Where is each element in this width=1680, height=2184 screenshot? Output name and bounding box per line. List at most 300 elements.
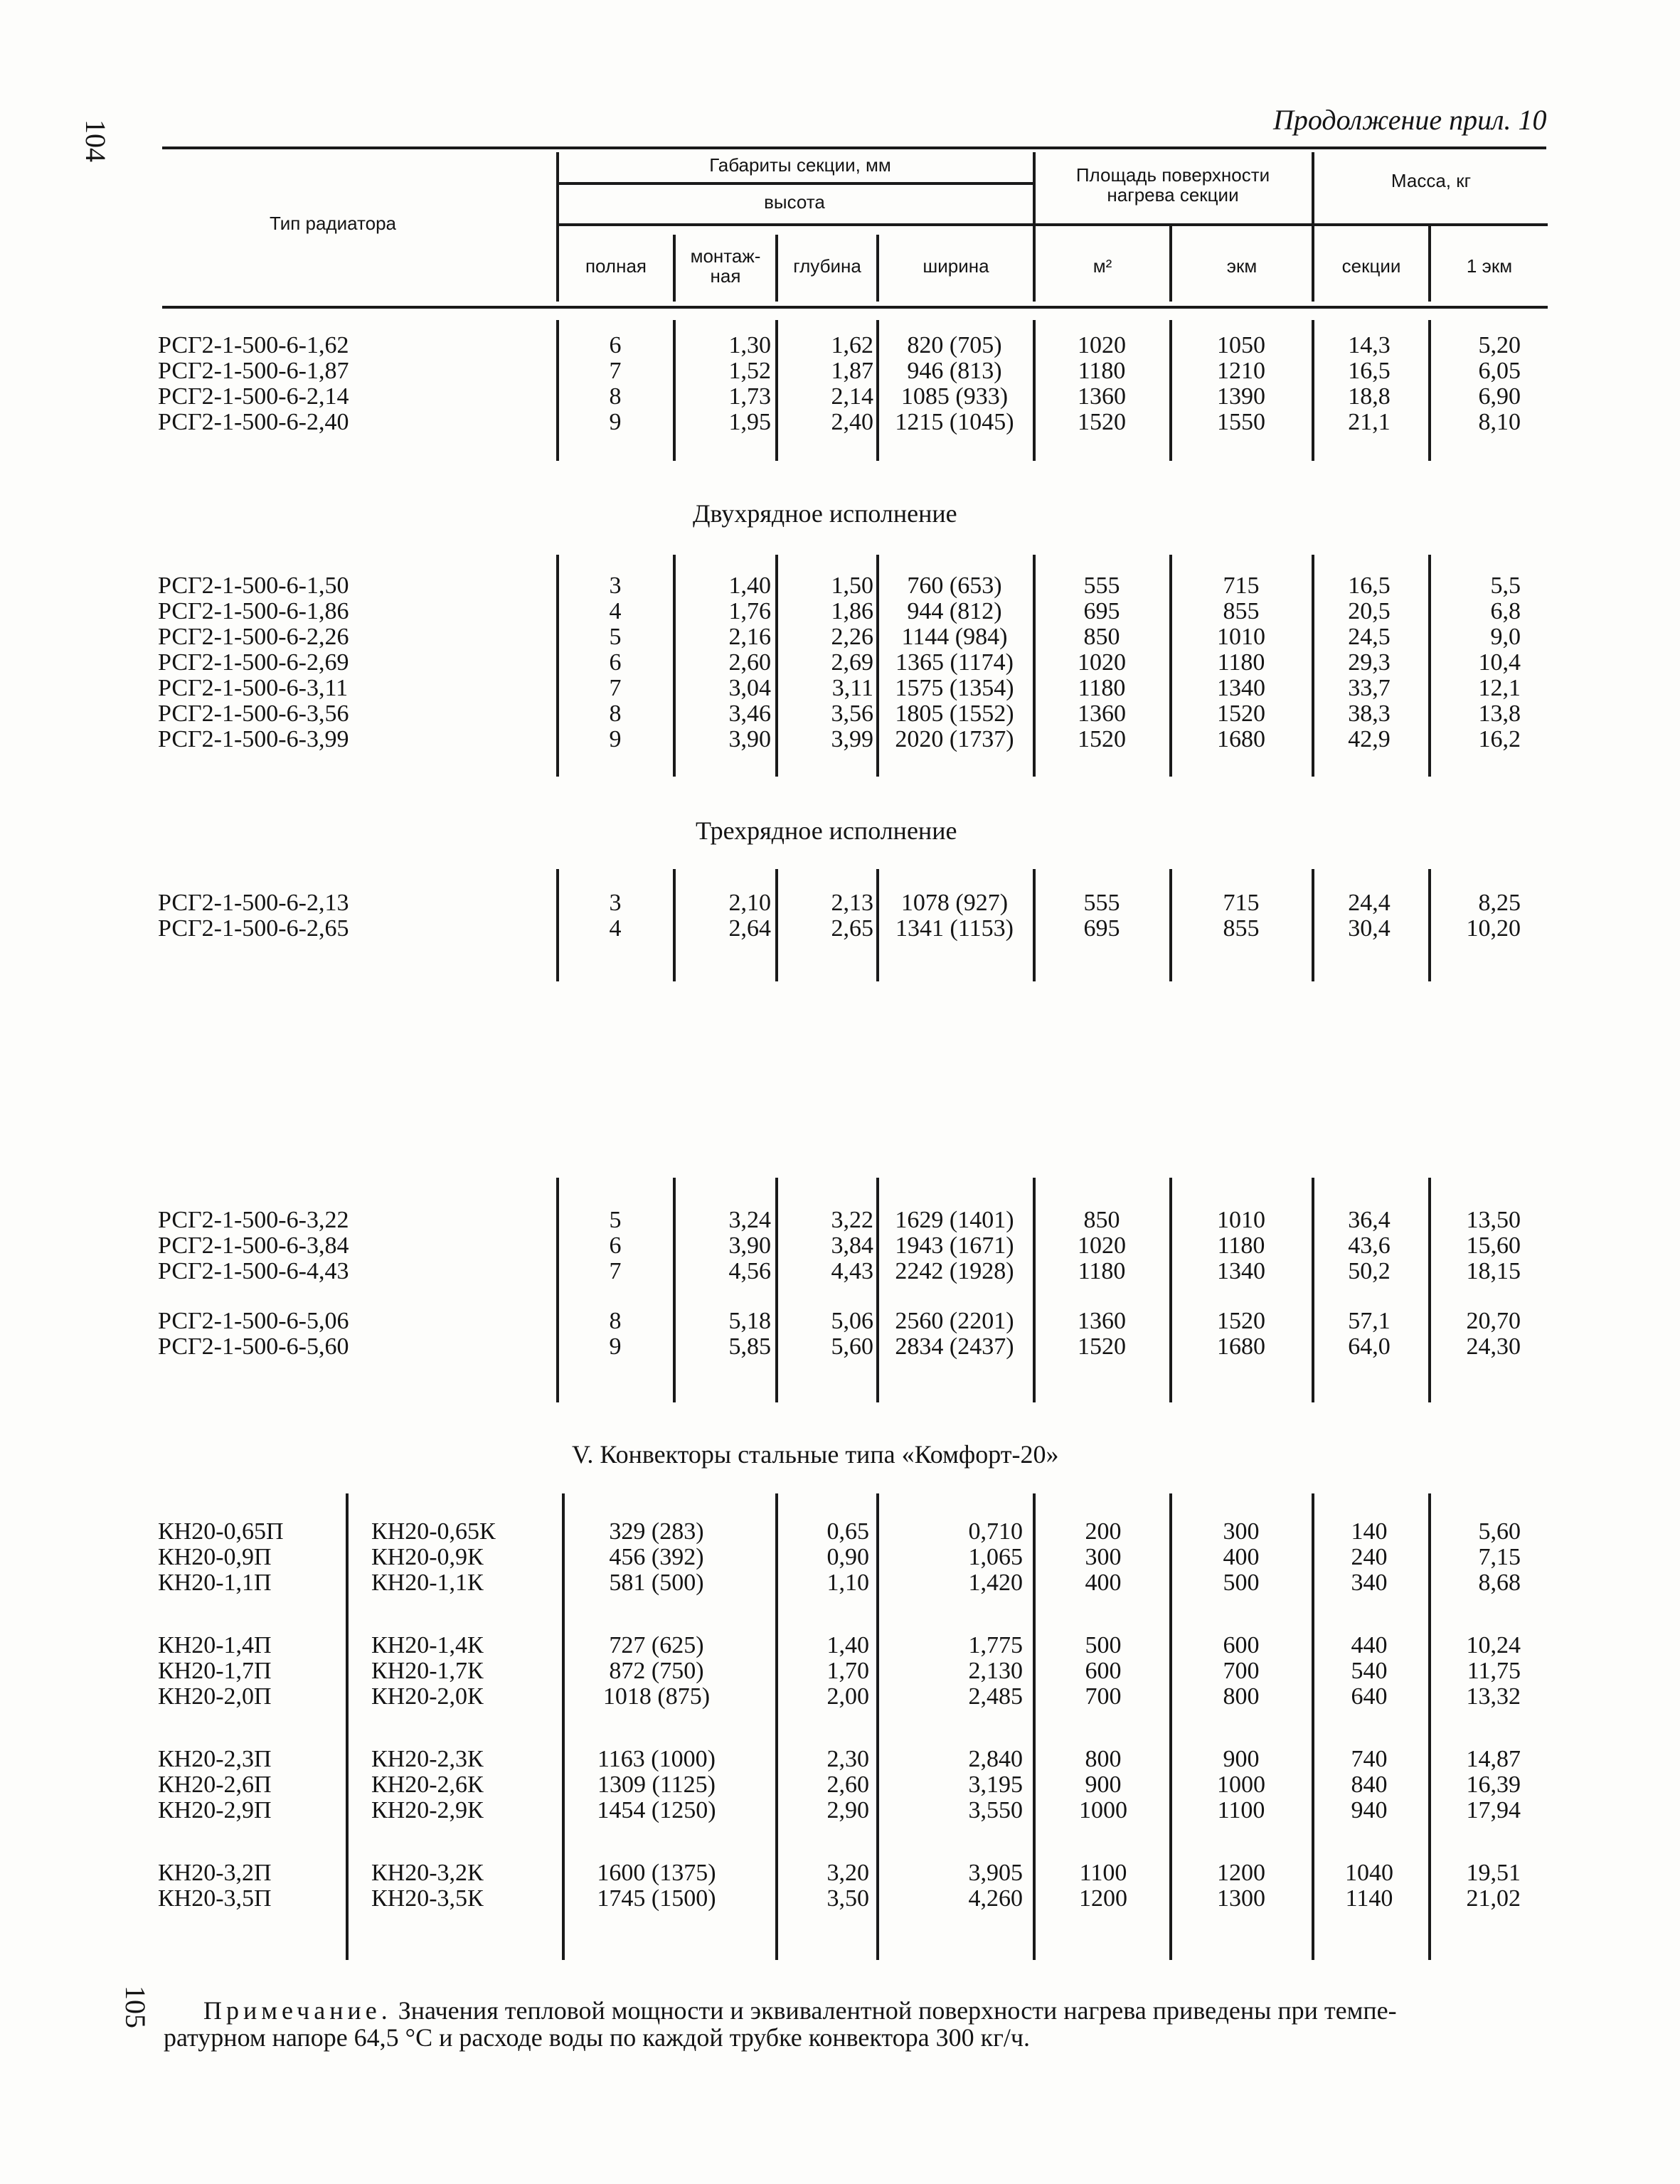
- column-rule: [1428, 555, 1431, 777]
- table-cell: 2020 (1737): [895, 726, 1014, 752]
- table-cell: 700: [1085, 1683, 1122, 1710]
- table-cell: 8: [609, 383, 622, 410]
- table-cell: 10,20: [1466, 915, 1521, 942]
- radiator-type: РСГ2-1-500-6-3,84: [158, 1232, 349, 1259]
- table-cell: 8,10: [1478, 409, 1521, 435]
- table-cell: 700: [1223, 1658, 1260, 1684]
- table-cell: 4,43: [831, 1258, 873, 1284]
- table-cell: 50,2: [1348, 1258, 1391, 1284]
- table-cell: 2,13: [831, 890, 873, 916]
- column-rule: [775, 1493, 778, 1960]
- column-rule: [1428, 869, 1431, 981]
- table-cell: 2,26: [831, 624, 873, 650]
- table-cell: 1745 (1500): [597, 1885, 716, 1912]
- convector-type: КН20-1,1К: [371, 1570, 484, 1596]
- table-cell: 1085 (933): [900, 383, 1009, 410]
- table-cell: 540: [1351, 1658, 1388, 1684]
- column-rule: [562, 1493, 565, 1960]
- table-cell: 42,9: [1348, 726, 1391, 752]
- table-cell: 1,50: [831, 572, 873, 599]
- column-rule: [556, 320, 559, 461]
- table-cell: 3,195: [968, 1772, 1023, 1798]
- table-cell: 36,4: [1348, 1207, 1391, 1233]
- radiator-type: РСГ2-1-500-6-2,69: [158, 649, 349, 676]
- table-cell: 6: [609, 649, 622, 676]
- table-cell: 555: [1083, 890, 1120, 916]
- table-cell: 1360: [1078, 383, 1126, 410]
- table-cell: 5,85: [728, 1333, 771, 1360]
- column-rule: [775, 1178, 778, 1402]
- table-cell: 1,52: [728, 358, 771, 384]
- table-cell: 4,260: [968, 1885, 1023, 1912]
- table-cell: 140: [1351, 1518, 1388, 1545]
- column-rule: [876, 320, 879, 461]
- table-cell: 2,130: [968, 1658, 1023, 1684]
- header-rule: [556, 182, 1033, 185]
- header-height: высота: [764, 191, 825, 213]
- table-cell: 3,550: [968, 1797, 1023, 1823]
- table-cell: 1163 (1000): [597, 1746, 716, 1772]
- table-cell: 3,90: [728, 1232, 771, 1259]
- header-dimensions: Габариты секции, мм: [709, 154, 891, 176]
- section-title-triple: Трехрядное исполнение: [696, 816, 957, 845]
- table-cell: 15,60: [1466, 1232, 1521, 1259]
- table-cell: 2,60: [826, 1772, 869, 1798]
- table-cell: 10,24: [1466, 1632, 1521, 1658]
- table-cell: 300: [1085, 1544, 1122, 1570]
- column-rule: [775, 320, 778, 461]
- convector-type: КН20-2,3П: [158, 1746, 272, 1772]
- radiator-type: РСГ2-1-500-6-5,60: [158, 1333, 349, 1360]
- table-cell: 1520: [1217, 701, 1265, 727]
- table-cell: 3: [609, 572, 622, 599]
- table-cell: 440: [1351, 1632, 1388, 1658]
- table-cell: 840: [1351, 1772, 1388, 1798]
- table-cell: 1,95: [728, 409, 771, 435]
- table-cell: 5: [609, 1207, 622, 1233]
- convector-type: КН20-3,5П: [158, 1885, 272, 1912]
- convector-type: КН20-1,1П: [158, 1570, 272, 1596]
- column-rule: [556, 1178, 559, 1402]
- table-cell: 1,62: [831, 332, 873, 358]
- table-cell: 1360: [1078, 1308, 1126, 1334]
- table-cell: 1629 (1401): [895, 1207, 1014, 1233]
- table-cell: 600: [1223, 1632, 1260, 1658]
- header-width: ширина: [923, 255, 989, 277]
- table-cell: 1,73: [728, 383, 771, 410]
- header-type: Тип радиатора: [269, 213, 397, 234]
- radiator-type: РСГ2-1-500-6-2,14: [158, 383, 349, 410]
- convector-type: КН20-1,4К: [371, 1632, 484, 1658]
- radiator-type: РСГ2-1-500-6-2,26: [158, 624, 349, 650]
- radiator-type: РСГ2-1-500-6-2,40: [158, 409, 349, 435]
- header-depth: глубина: [793, 255, 861, 277]
- column-rule: [876, 869, 879, 981]
- table-cell: 20,70: [1466, 1308, 1521, 1334]
- table-cell: 8,68: [1478, 1570, 1521, 1596]
- column-rule: [1428, 1178, 1431, 1402]
- table-cell: 1210: [1217, 358, 1265, 384]
- column-rule: [673, 320, 676, 461]
- convector-type: КН20-0,65П: [158, 1518, 284, 1545]
- header-ekm: экм: [1226, 255, 1258, 277]
- table-cell: 1520: [1078, 409, 1126, 435]
- table-cell: 2,90: [826, 1797, 869, 1823]
- column-rule: [1033, 555, 1036, 777]
- table-cell: 2834 (2437): [895, 1333, 1014, 1360]
- table-cell: 1520: [1078, 726, 1126, 752]
- table-cell: 1340: [1217, 675, 1265, 701]
- table-cell: 13,8: [1478, 701, 1521, 727]
- table-cell: 2,65: [831, 915, 873, 942]
- table-cell: 0,90: [826, 1544, 869, 1570]
- table-cell: 5,18: [728, 1308, 771, 1334]
- table-cell: 1180: [1078, 1258, 1126, 1284]
- table-cell: 872 (750): [609, 1658, 704, 1684]
- table-cell: 14,87: [1466, 1746, 1521, 1772]
- table-cell: 1100: [1217, 1797, 1265, 1823]
- radiator-type: РСГ2-1-500-6-1,86: [158, 598, 349, 624]
- table-cell: 5,20: [1478, 332, 1521, 358]
- column-rule: [1169, 555, 1172, 777]
- table-cell: 1000: [1217, 1772, 1265, 1798]
- table-cell: 3,20: [826, 1860, 869, 1886]
- column-rule: [556, 869, 559, 981]
- convector-type: КН20-2,6П: [158, 1772, 272, 1798]
- table-cell: 2,30: [826, 1746, 869, 1772]
- table-cell: 64,0: [1348, 1333, 1391, 1360]
- table-cell: 760 (653): [907, 572, 1002, 599]
- table-cell: 30,4: [1348, 915, 1391, 942]
- table-cell: 2,840: [968, 1746, 1023, 1772]
- table-cell: 6,90: [1478, 383, 1521, 410]
- table-cell: 2,14: [831, 383, 873, 410]
- header-mounting: монтаж- ная: [690, 245, 761, 287]
- radiator-type: РСГ2-1-500-6-1,87: [158, 358, 349, 384]
- table-cell: 24,5: [1348, 624, 1391, 650]
- table-cell: 19,51: [1466, 1860, 1521, 1886]
- table-cell: 1180: [1078, 358, 1126, 384]
- table-cell: 4,56: [728, 1258, 771, 1284]
- column-rule: [1033, 1178, 1036, 1402]
- table-cell: 20,5: [1348, 598, 1391, 624]
- table-cell: 820 (705): [907, 332, 1002, 358]
- radiator-type: РСГ2-1-500-6-3,11: [158, 675, 349, 701]
- table-cell: 581 (500): [609, 1570, 704, 1596]
- table-cell: 1550: [1217, 409, 1265, 435]
- table-cell: 2242 (1928): [895, 1258, 1014, 1284]
- convector-type: КН20-3,2П: [158, 1860, 272, 1886]
- top-page-number: 104: [80, 119, 112, 162]
- table-cell: 715: [1223, 572, 1260, 599]
- radiator-type: РСГ2-1-500-6-5,06: [158, 1308, 349, 1334]
- column-rule: [1428, 1493, 1431, 1960]
- table-cell: 5,5: [1490, 572, 1521, 599]
- table-cell: 1020: [1078, 1232, 1126, 1259]
- table-cell: 13,32: [1466, 1683, 1521, 1710]
- section-title-convectors: V. Конвекторы стальные типа «Комфорт-20»: [572, 1440, 1059, 1469]
- table-cell: 900: [1085, 1772, 1122, 1798]
- table-cell: 1340: [1217, 1258, 1265, 1284]
- header-one-ekm: 1 экм: [1466, 255, 1513, 277]
- table-cell: 1,76: [728, 598, 771, 624]
- table-cell: 14,3: [1348, 332, 1391, 358]
- table-cell: 5,60: [831, 1333, 873, 1360]
- table-cell: 900: [1223, 1746, 1260, 1772]
- radiator-type: РСГ2-1-500-6-1,50: [158, 572, 349, 599]
- column-rule: [1169, 869, 1172, 981]
- table-cell: 740: [1351, 1746, 1388, 1772]
- table-cell: 944 (812): [907, 598, 1002, 624]
- header-rule: [556, 223, 1033, 226]
- table-cell: 400: [1223, 1544, 1260, 1570]
- convector-type: КН20-2,6К: [371, 1772, 484, 1798]
- table-cell: 1360: [1078, 701, 1126, 727]
- column-rule: [1312, 1493, 1314, 1960]
- table-cell: 21,02: [1466, 1885, 1521, 1912]
- table-cell: 600: [1085, 1658, 1122, 1684]
- table-cell: 340: [1351, 1570, 1388, 1596]
- table-cell: 1,065: [968, 1544, 1023, 1570]
- table-cell: 57,1: [1348, 1308, 1391, 1334]
- table-cell: 2,16: [728, 624, 771, 650]
- table-cell: 400: [1085, 1570, 1122, 1596]
- column-rule: [1312, 555, 1314, 777]
- table-cell: 1078 (927): [900, 890, 1009, 916]
- table-cell: 16,39: [1466, 1772, 1521, 1798]
- column-rule: [775, 869, 778, 981]
- table-cell: 1215 (1045): [895, 409, 1014, 435]
- table-cell: 1341 (1153): [895, 915, 1014, 942]
- table-cell: 2,40: [831, 409, 873, 435]
- table-cell: 1050: [1217, 332, 1265, 358]
- table-cell: 17,94: [1466, 1797, 1521, 1823]
- table-cell: 21,1: [1348, 409, 1391, 435]
- table-cell: 1018 (875): [602, 1683, 711, 1710]
- table-cell: 1390: [1217, 383, 1265, 410]
- table-cell: 12,1: [1478, 675, 1521, 701]
- column-rule: [876, 1493, 879, 1960]
- table-cell: 1,40: [826, 1632, 869, 1658]
- column-rule: [1312, 1178, 1314, 1402]
- table-cell: 1144 (984): [901, 624, 1008, 650]
- table-cell: 9: [609, 409, 622, 435]
- column-rule: [1033, 1493, 1036, 1960]
- table-cell: 946 (813): [907, 358, 1002, 384]
- table-cell: 2,10: [728, 890, 771, 916]
- table-cell: 5,60: [1478, 1518, 1521, 1545]
- table-cell: 1,70: [826, 1658, 869, 1684]
- convector-type: КН20-2,9П: [158, 1797, 272, 1823]
- table-cell: 8: [609, 1308, 622, 1334]
- header-m2: м²: [1092, 255, 1112, 277]
- table-cell: 329 (283): [609, 1518, 704, 1545]
- table-cell: 1000: [1079, 1797, 1127, 1823]
- table-cell: 1520: [1078, 1333, 1126, 1360]
- note-line-1: Значения тепловой мощности и эквивалентной поверхности нагрева приведены при темпе-: [398, 1996, 1397, 2025]
- table-cell: 715: [1223, 890, 1260, 916]
- table-cell: 1680: [1217, 1333, 1265, 1360]
- table-cell: 3,11: [831, 675, 873, 701]
- table-cell: 1140: [1345, 1885, 1393, 1912]
- convector-type: КН20-2,0К: [371, 1683, 484, 1710]
- table-cell: 6,8: [1490, 598, 1521, 624]
- convector-type: КН20-3,5К: [371, 1885, 484, 1912]
- note: [164, 1997, 1397, 2051]
- header-rule: [1033, 223, 1312, 226]
- table-cell: 727 (625): [609, 1632, 704, 1658]
- table-cell: 850: [1083, 1207, 1120, 1233]
- table-cell: 5: [609, 624, 622, 650]
- convector-type: КН20-2,0П: [158, 1683, 272, 1710]
- table-cell: 4: [609, 915, 622, 942]
- table-cell: 1,87: [831, 358, 873, 384]
- table-cell: 2,60: [728, 649, 771, 676]
- convector-type: КН20-2,9К: [371, 1797, 484, 1823]
- convector-type: КН20-1,7П: [158, 1658, 272, 1684]
- convector-type: КН20-0,9К: [371, 1544, 484, 1570]
- table-cell: 7: [609, 358, 622, 384]
- table-cell: 1365 (1174): [895, 649, 1014, 676]
- table-cell: 850: [1083, 624, 1120, 650]
- header-rule: [1033, 152, 1036, 302]
- table-cell: 1180: [1217, 649, 1265, 676]
- table-cell: 9,0: [1490, 624, 1521, 650]
- column-rule: [1169, 1493, 1172, 1960]
- header-surface: Площадь поверхности нагрева секции: [1075, 164, 1270, 206]
- table-cell: 1180: [1217, 1232, 1265, 1259]
- header-section: секции: [1341, 255, 1401, 277]
- convector-type: КН20-2,3К: [371, 1746, 484, 1772]
- table-cell: 3,84: [831, 1232, 873, 1259]
- table-cell: 640: [1351, 1683, 1388, 1710]
- table-cell: 1,420: [968, 1570, 1023, 1596]
- column-rule: [876, 1178, 879, 1402]
- section-title-double: Двухрядное исполнение: [693, 499, 957, 528]
- table-cell: 500: [1085, 1632, 1122, 1658]
- convector-type: КН20-1,4П: [158, 1632, 272, 1658]
- column-rule: [1312, 320, 1314, 461]
- column-rule: [346, 1493, 349, 1960]
- header-full: полная: [585, 255, 647, 277]
- table-cell: 940: [1351, 1797, 1388, 1823]
- table-cell: 3,50: [826, 1885, 869, 1912]
- radiator-type: РСГ2-1-500-6-2,65: [158, 915, 349, 942]
- table-cell: 7: [609, 1258, 622, 1284]
- column-rule: [1169, 320, 1172, 461]
- table-cell: 2,485: [968, 1683, 1023, 1710]
- convector-type: КН20-1,7К: [371, 1658, 484, 1684]
- table-cell: 9: [609, 726, 622, 752]
- header-mass: Масса, кг: [1391, 170, 1472, 191]
- table-cell: 3,56: [831, 701, 873, 727]
- table-cell: 2560 (2201): [895, 1308, 1014, 1334]
- table-cell: 456 (392): [609, 1544, 704, 1570]
- table-cell: 800: [1223, 1683, 1260, 1710]
- radiator-type: РСГ2-1-500-6-2,13: [158, 890, 349, 916]
- table-cell: 1300: [1217, 1885, 1265, 1912]
- convector-type: КН20-0,65К: [371, 1518, 496, 1545]
- radiator-type: РСГ2-1-500-6-1,62: [158, 332, 349, 358]
- table-cell: 18,15: [1466, 1258, 1521, 1284]
- table-cell: 3,22: [831, 1207, 873, 1233]
- table-cell: 4: [609, 598, 622, 624]
- table-cell: 8,25: [1478, 890, 1521, 916]
- header-rule: [556, 152, 559, 302]
- table-cell: 16,5: [1348, 572, 1391, 599]
- table-cell: 9: [609, 1333, 622, 1360]
- table-cell: 3: [609, 890, 622, 916]
- table-cell: 1,40: [728, 572, 771, 599]
- table-cell: 7,15: [1478, 1544, 1521, 1570]
- table-cell: 6: [609, 1232, 622, 1259]
- column-rule: [1312, 869, 1314, 981]
- table-cell: 1,86: [831, 598, 873, 624]
- table-cell: 300: [1223, 1518, 1260, 1545]
- table-cell: 16,5: [1348, 358, 1391, 384]
- table-cell: 500: [1223, 1570, 1260, 1596]
- column-rule: [673, 1178, 676, 1402]
- table-cell: 7: [609, 675, 622, 701]
- table-cell: 3,905: [968, 1860, 1023, 1886]
- table-cell: 16,2: [1478, 726, 1521, 752]
- table-cell: 1,10: [826, 1570, 869, 1596]
- table-cell: 855: [1223, 598, 1260, 624]
- note-label: Примечание.: [203, 1996, 392, 2025]
- table-cell: 24,4: [1348, 890, 1391, 916]
- table-cell: 1600 (1375): [597, 1860, 716, 1886]
- column-rule: [775, 555, 778, 777]
- table-cell: 1010: [1217, 624, 1265, 650]
- column-rule: [1033, 320, 1036, 461]
- table-cell: 3,90: [728, 726, 771, 752]
- radiator-type: РСГ2-1-500-6-3,99: [158, 726, 349, 752]
- table-cell: 24,30: [1466, 1333, 1521, 1360]
- table-cell: 1020: [1078, 649, 1126, 676]
- convector-type: КН20-3,2К: [371, 1860, 484, 1886]
- bottom-page-number: 105: [119, 1986, 151, 2028]
- table-cell: 38,3: [1348, 701, 1391, 727]
- table-cell: 1680: [1217, 726, 1265, 752]
- table-cell: 240: [1351, 1544, 1388, 1570]
- top-rule: [162, 147, 1546, 149]
- table-cell: 43,6: [1348, 1232, 1391, 1259]
- table-cell: 800: [1085, 1746, 1122, 1772]
- table-cell: 1020: [1078, 332, 1126, 358]
- table-cell: 1010: [1217, 1207, 1265, 1233]
- table-cell: 695: [1083, 915, 1120, 942]
- table-cell: 1520: [1217, 1308, 1265, 1334]
- table-cell: 5,06: [831, 1308, 873, 1334]
- table-cell: 0,65: [826, 1518, 869, 1545]
- column-rule: [1428, 320, 1431, 461]
- radiator-type: РСГ2-1-500-6-3,56: [158, 701, 349, 727]
- table-cell: 6: [609, 332, 622, 358]
- column-rule: [1169, 1178, 1172, 1402]
- column-rule: [673, 869, 676, 981]
- table-cell: 29,3: [1348, 649, 1391, 676]
- table-cell: 3,99: [831, 726, 873, 752]
- column-rule: [673, 555, 676, 777]
- table-cell: 1309 (1125): [597, 1772, 716, 1798]
- table-cell: 855: [1223, 915, 1260, 942]
- table-cell: 10,4: [1478, 649, 1521, 676]
- table-cell: 2,64: [728, 915, 771, 942]
- table-cell: 0,710: [968, 1518, 1023, 1545]
- table-cell: 1575 (1354): [895, 675, 1014, 701]
- radiator-type: РСГ2-1-500-6-4,43: [158, 1258, 349, 1284]
- table-cell: 1100: [1079, 1860, 1127, 1886]
